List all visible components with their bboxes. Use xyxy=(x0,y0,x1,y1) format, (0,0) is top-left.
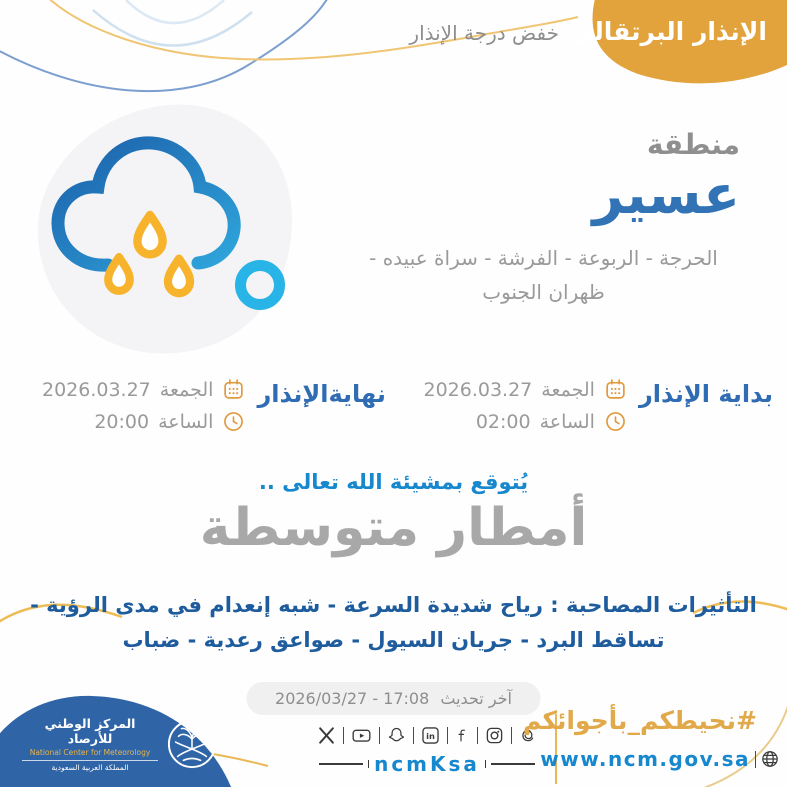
clock-icon xyxy=(222,410,245,433)
forecast-impacts xyxy=(0,588,787,657)
alert-end-day: الجمعة xyxy=(159,378,214,401)
divider xyxy=(755,751,756,768)
impacts-line-1: التأثيرات المصاحبة : رياح شديدة السرعة - شبه إنعدام في مدى الرؤية - xyxy=(30,593,757,617)
forecast-lead: يُتوقع بمشيئة الله تعالى .. xyxy=(258,470,529,494)
website-url[interactable]: www.ncm.gov.sa xyxy=(540,747,750,771)
forecast-phenomenon: أمطار متوسطة xyxy=(199,498,588,558)
snapchat-icon[interactable] xyxy=(387,726,406,745)
logo-title-en: National Center for Meteorology xyxy=(22,746,158,761)
region-label: منطقة xyxy=(646,128,740,161)
facebook-icon[interactable] xyxy=(455,726,470,745)
alert-level-badge: الإنذار البرتقالي xyxy=(569,17,767,46)
svg-text:in: in xyxy=(425,731,435,742)
divider xyxy=(477,727,478,744)
region-block xyxy=(347,128,740,309)
divider xyxy=(379,727,380,744)
divider xyxy=(343,727,344,744)
handle-tick-right xyxy=(485,760,487,768)
social-block xyxy=(301,726,553,776)
social-handle-row xyxy=(301,752,553,776)
alert-times xyxy=(14,378,773,433)
alert-start-time: 02:00 xyxy=(475,410,531,433)
linkedin-icon[interactable] xyxy=(421,726,440,745)
arc-decoration-outer xyxy=(93,10,252,46)
campaign-hashtag: #نحيطكم_بأجوائكم xyxy=(522,706,757,735)
ncm-emblem-icon xyxy=(166,718,218,770)
website-row xyxy=(540,747,779,771)
x-twitter-icon[interactable] xyxy=(317,726,336,745)
alert-end-date: 2026.03.27 xyxy=(41,378,151,401)
divider xyxy=(413,727,414,744)
rain-cloud-icon xyxy=(20,95,320,380)
alert-end-entry xyxy=(14,378,386,433)
alert-start-title: بداية الإنذار xyxy=(638,380,773,408)
alert-start-hour-label: الساعة xyxy=(539,410,595,433)
divider xyxy=(447,727,448,744)
alert-start-day: الجمعة xyxy=(541,378,595,401)
last-update-datetime: 2026/03/27 - 17:08 xyxy=(275,689,430,708)
last-update-label: آخر تحديث xyxy=(440,689,512,708)
logo-country: المملكة العربية السعودية xyxy=(51,763,129,772)
calendar-icon xyxy=(222,378,245,401)
ncm-logo xyxy=(22,716,218,772)
clock-icon xyxy=(604,410,627,433)
youtube-icon[interactable] xyxy=(351,726,372,745)
alert-start-entry xyxy=(401,378,773,433)
divider xyxy=(511,727,512,744)
globe-icon xyxy=(761,750,779,768)
handle-tick-left xyxy=(368,760,370,768)
social-icons-row xyxy=(301,726,553,745)
social-handle[interactable]: ncmKsa xyxy=(374,752,480,776)
impacts-line-2: تساقط البرد - جريان السيول - صواعق رعدية - ضباب xyxy=(122,627,665,652)
logo-title-ar: المركز الوطني للأرصاد xyxy=(44,716,136,746)
region-name: عسير xyxy=(592,163,740,226)
alert-end-time: 20:00 xyxy=(94,410,150,433)
downgrade-note: خفض درجة الإنذار xyxy=(409,21,559,45)
calendar-icon xyxy=(604,378,627,401)
last-update-pill xyxy=(246,682,541,715)
handle-line-left xyxy=(319,763,363,765)
region-areas: الحرجة - الربوعة - الفرشة - سراة عبيده - ظهران الجنوب xyxy=(369,245,718,304)
alert-start-date: 2026.03.27 xyxy=(423,378,533,401)
alert-end-hour-label: الساعة xyxy=(158,410,214,433)
handle-line-right xyxy=(491,763,535,765)
instagram-icon[interactable] xyxy=(485,726,504,745)
alert-end-title: نهايةالإنذار xyxy=(257,380,386,408)
arc-decoration-inner xyxy=(126,0,224,23)
